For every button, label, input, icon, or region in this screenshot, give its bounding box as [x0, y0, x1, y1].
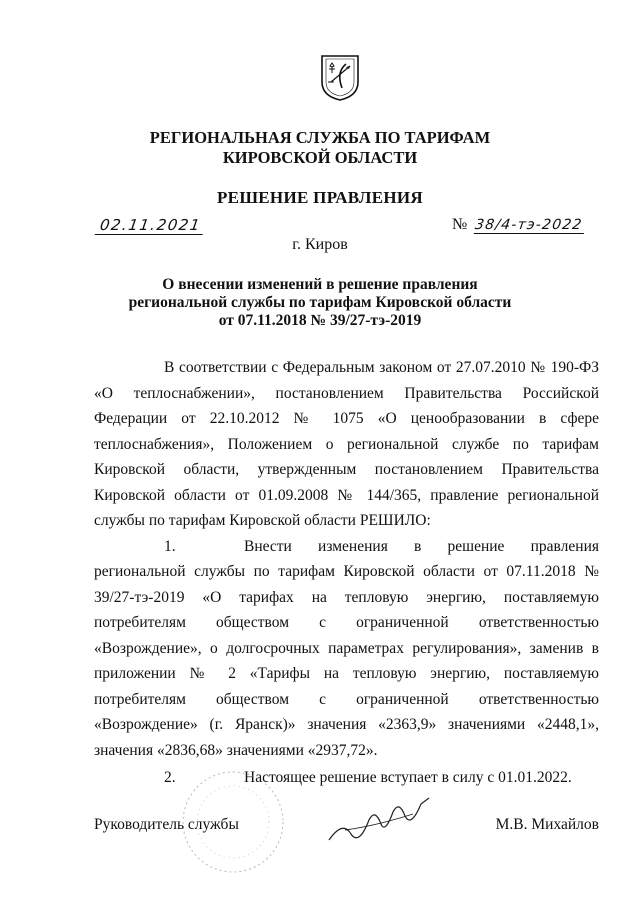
- subject-line-2: региональной службы по тарифам Кировской области: [128, 294, 512, 311]
- organization-name: [0, 128, 640, 168]
- handwritten-date: 02.11.2021: [95, 216, 206, 235]
- item-2-text: Настоящее решение вступает в силу с 01.01.2022.: [244, 769, 572, 786]
- item-2: [94, 765, 599, 791]
- number-label: №: [452, 216, 468, 233]
- item-1: [94, 534, 599, 764]
- preamble: В соответствии с Федеральным законом от 27.07.2010 № 190-ФЗ «О теплоснабжении», постановлением Правительства Российской Федерации от 22.10.2012 № 1075 «О ценообразовании в сфере теплоснабжения», Положением о региональной службе по тарифам Кировской области, утвержденным постановлением Правительства Кировской области от 01.09.2008 № 144/365, правление региональной службы по тарифам Кировской области РЕШИЛО:: [94, 359, 599, 529]
- subject-heading: [0, 276, 640, 330]
- signatory-position: Руководитель службы: [94, 816, 239, 833]
- signatory-name: М.В. Михайлов: [495, 816, 599, 833]
- org-line-1: РЕГИОНАЛЬНАЯ СЛУЖБА ПО ТАРИФАМ: [149, 128, 491, 147]
- item-1-number: 1.: [164, 537, 176, 555]
- handwritten-number: 38/4-тэ-2022: [474, 217, 586, 234]
- decision-title: РЕШЕНИЕ ПРАВЛЕНИЯ: [217, 188, 423, 207]
- city: г. Киров: [292, 236, 348, 253]
- document-body: [94, 355, 599, 791]
- decision-number: [452, 216, 585, 234]
- item-2-number: 2.: [164, 769, 176, 786]
- coat-of-arms-icon: [320, 54, 360, 102]
- subject-line-3: от 07.11.2018 № 39/27-тэ-2019: [218, 312, 422, 329]
- org-line-2: КИРОВСКОЙ ОБЛАСТИ: [222, 148, 418, 167]
- subject-line-1: О внесении изменений в решение правления: [162, 276, 478, 293]
- item-1-text: Внести изменения в решение правления региональной службы по тарифам Кировской области от 07.11.2018 № 39/27-тэ-2019 «О тарифах на тепловую энергию, поставляемую потребителям обществом с ограниченной ответственностью «Возрождение», о долгосрочных параметрах регулирования», заменив в приложении № 2 «Тарифы на тепловую энергию, поставляемую потребителям обществом с ограниченной ответственностью «Возрождение» (г. Яранск)» значения «2363,9» значениями «2448,1», значения «2836,68» значениями «2937,72».: [94, 537, 599, 759]
- signature-row: [94, 816, 599, 834]
